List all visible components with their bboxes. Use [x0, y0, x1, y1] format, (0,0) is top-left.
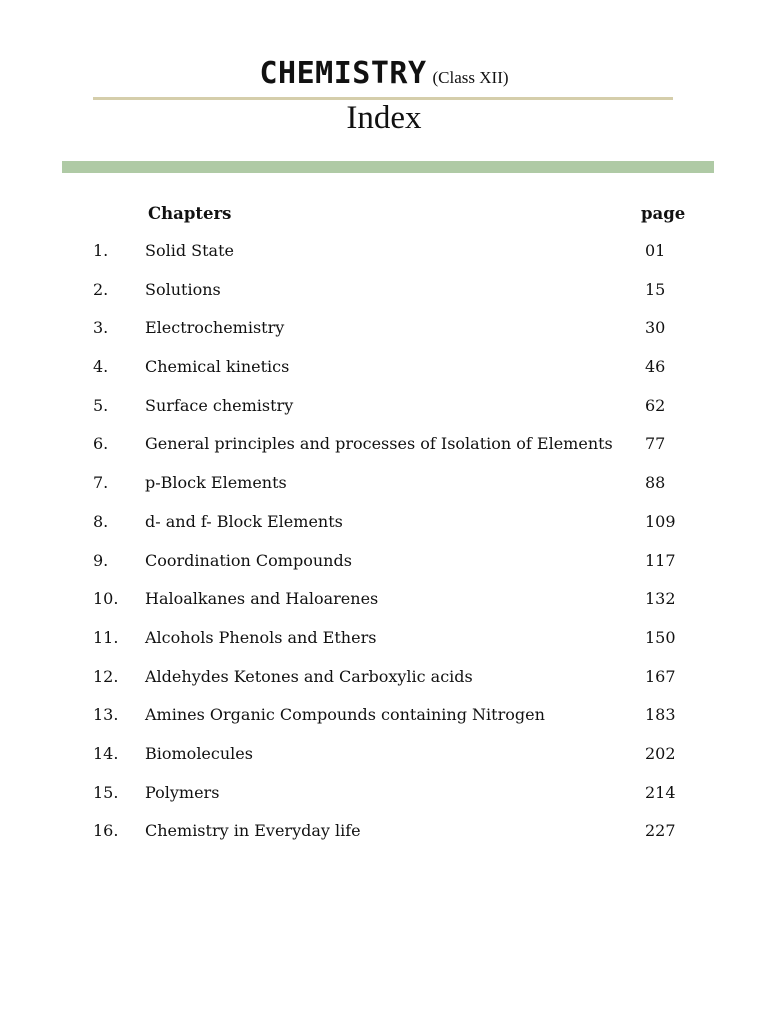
- chapter-page: 109: [645, 511, 676, 531]
- chapter-number: 7.: [93, 473, 109, 493]
- chapter-page: 202: [645, 743, 676, 763]
- chapter-number: 11.: [93, 627, 119, 647]
- toc-row: [0, 619, 768, 658]
- chapter-page: 117: [645, 550, 676, 570]
- chapter-title: Haloalkanes and Haloarenes: [145, 589, 379, 609]
- toc-row: [0, 812, 768, 851]
- chapter-page: 62: [645, 395, 666, 415]
- chapter-title: p-Block Elements: [145, 473, 287, 493]
- chapter-number: 10.: [93, 589, 119, 609]
- chapter-number: 8.: [93, 511, 109, 531]
- chapter-page: 88: [645, 473, 666, 493]
- toc-row: [0, 580, 768, 619]
- chapter-page: 46: [645, 357, 666, 377]
- chapter-title: Coordination Compounds: [145, 550, 352, 570]
- chapter-title: Surface chemistry: [145, 395, 294, 415]
- chapter-number: 3.: [93, 318, 109, 338]
- chapter-page: 150: [645, 627, 676, 647]
- document-header: [0, 56, 768, 91]
- chapter-page: 183: [645, 705, 676, 725]
- chapter-page: 30: [645, 318, 666, 338]
- toc-row: [0, 735, 768, 774]
- toc-row: [0, 696, 768, 735]
- document-class-label: (Class XII): [432, 68, 509, 87]
- table-of-contents: [0, 232, 768, 851]
- chapter-title: Chemistry in Everyday life: [145, 821, 361, 841]
- document-title: CHEMISTRY: [259, 56, 427, 91]
- header-divider-thick: [62, 161, 714, 173]
- toc-row: [0, 658, 768, 697]
- chapter-title: Solid State: [145, 241, 234, 260]
- chapter-title: Biomolecules: [145, 743, 253, 763]
- toc-row: [0, 232, 768, 271]
- chapter-page: 214: [645, 782, 676, 802]
- page-column-header: page: [641, 204, 686, 223]
- toc-row: [0, 309, 768, 348]
- toc-row: [0, 348, 768, 387]
- chapter-title: Chemical kinetics: [145, 357, 290, 377]
- chapter-page: 227: [645, 821, 676, 841]
- chapter-title: Polymers: [145, 782, 220, 802]
- chapter-title: General principles and processes of Isolation of Elements: [145, 434, 613, 454]
- chapter-page: 15: [645, 279, 666, 299]
- chapter-title: Amines Organic Compounds containing Nitrogen: [145, 705, 545, 725]
- chapter-number: 4.: [93, 357, 109, 377]
- chapter-number: 2.: [93, 279, 109, 299]
- chapter-number: 1.: [93, 241, 109, 260]
- toc-row: [0, 425, 768, 464]
- chapter-number: 12.: [93, 666, 119, 686]
- chapter-number: 14.: [93, 743, 119, 763]
- chapter-title: d- and f- Block Elements: [145, 511, 343, 531]
- chapter-number: 9.: [93, 550, 109, 570]
- chapter-title: Electrochemistry: [145, 318, 285, 338]
- toc-row: [0, 464, 768, 503]
- toc-row: [0, 503, 768, 542]
- chapters-column-header: Chapters: [148, 204, 232, 223]
- chapter-page: 167: [645, 666, 676, 686]
- chapter-title: Alcohols Phenols and Ethers: [145, 627, 377, 647]
- chapter-page: 01: [645, 241, 666, 260]
- chapter-number: 5.: [93, 395, 109, 415]
- chapter-page: 77: [645, 434, 666, 454]
- chapter-number: 15.: [93, 782, 119, 802]
- chapter-number: 6.: [93, 434, 109, 454]
- chapter-number: 16.: [93, 821, 119, 841]
- chapter-number: 13.: [93, 705, 119, 725]
- chapter-title: Aldehydes Ketones and Carboxylic acids: [145, 666, 473, 686]
- index-heading: Index: [346, 100, 422, 136]
- toc-row: [0, 387, 768, 426]
- chapter-page: 132: [645, 589, 676, 609]
- chapter-title: Solutions: [145, 279, 221, 299]
- toc-row: [0, 542, 768, 581]
- toc-row: [0, 271, 768, 310]
- toc-row: [0, 774, 768, 813]
